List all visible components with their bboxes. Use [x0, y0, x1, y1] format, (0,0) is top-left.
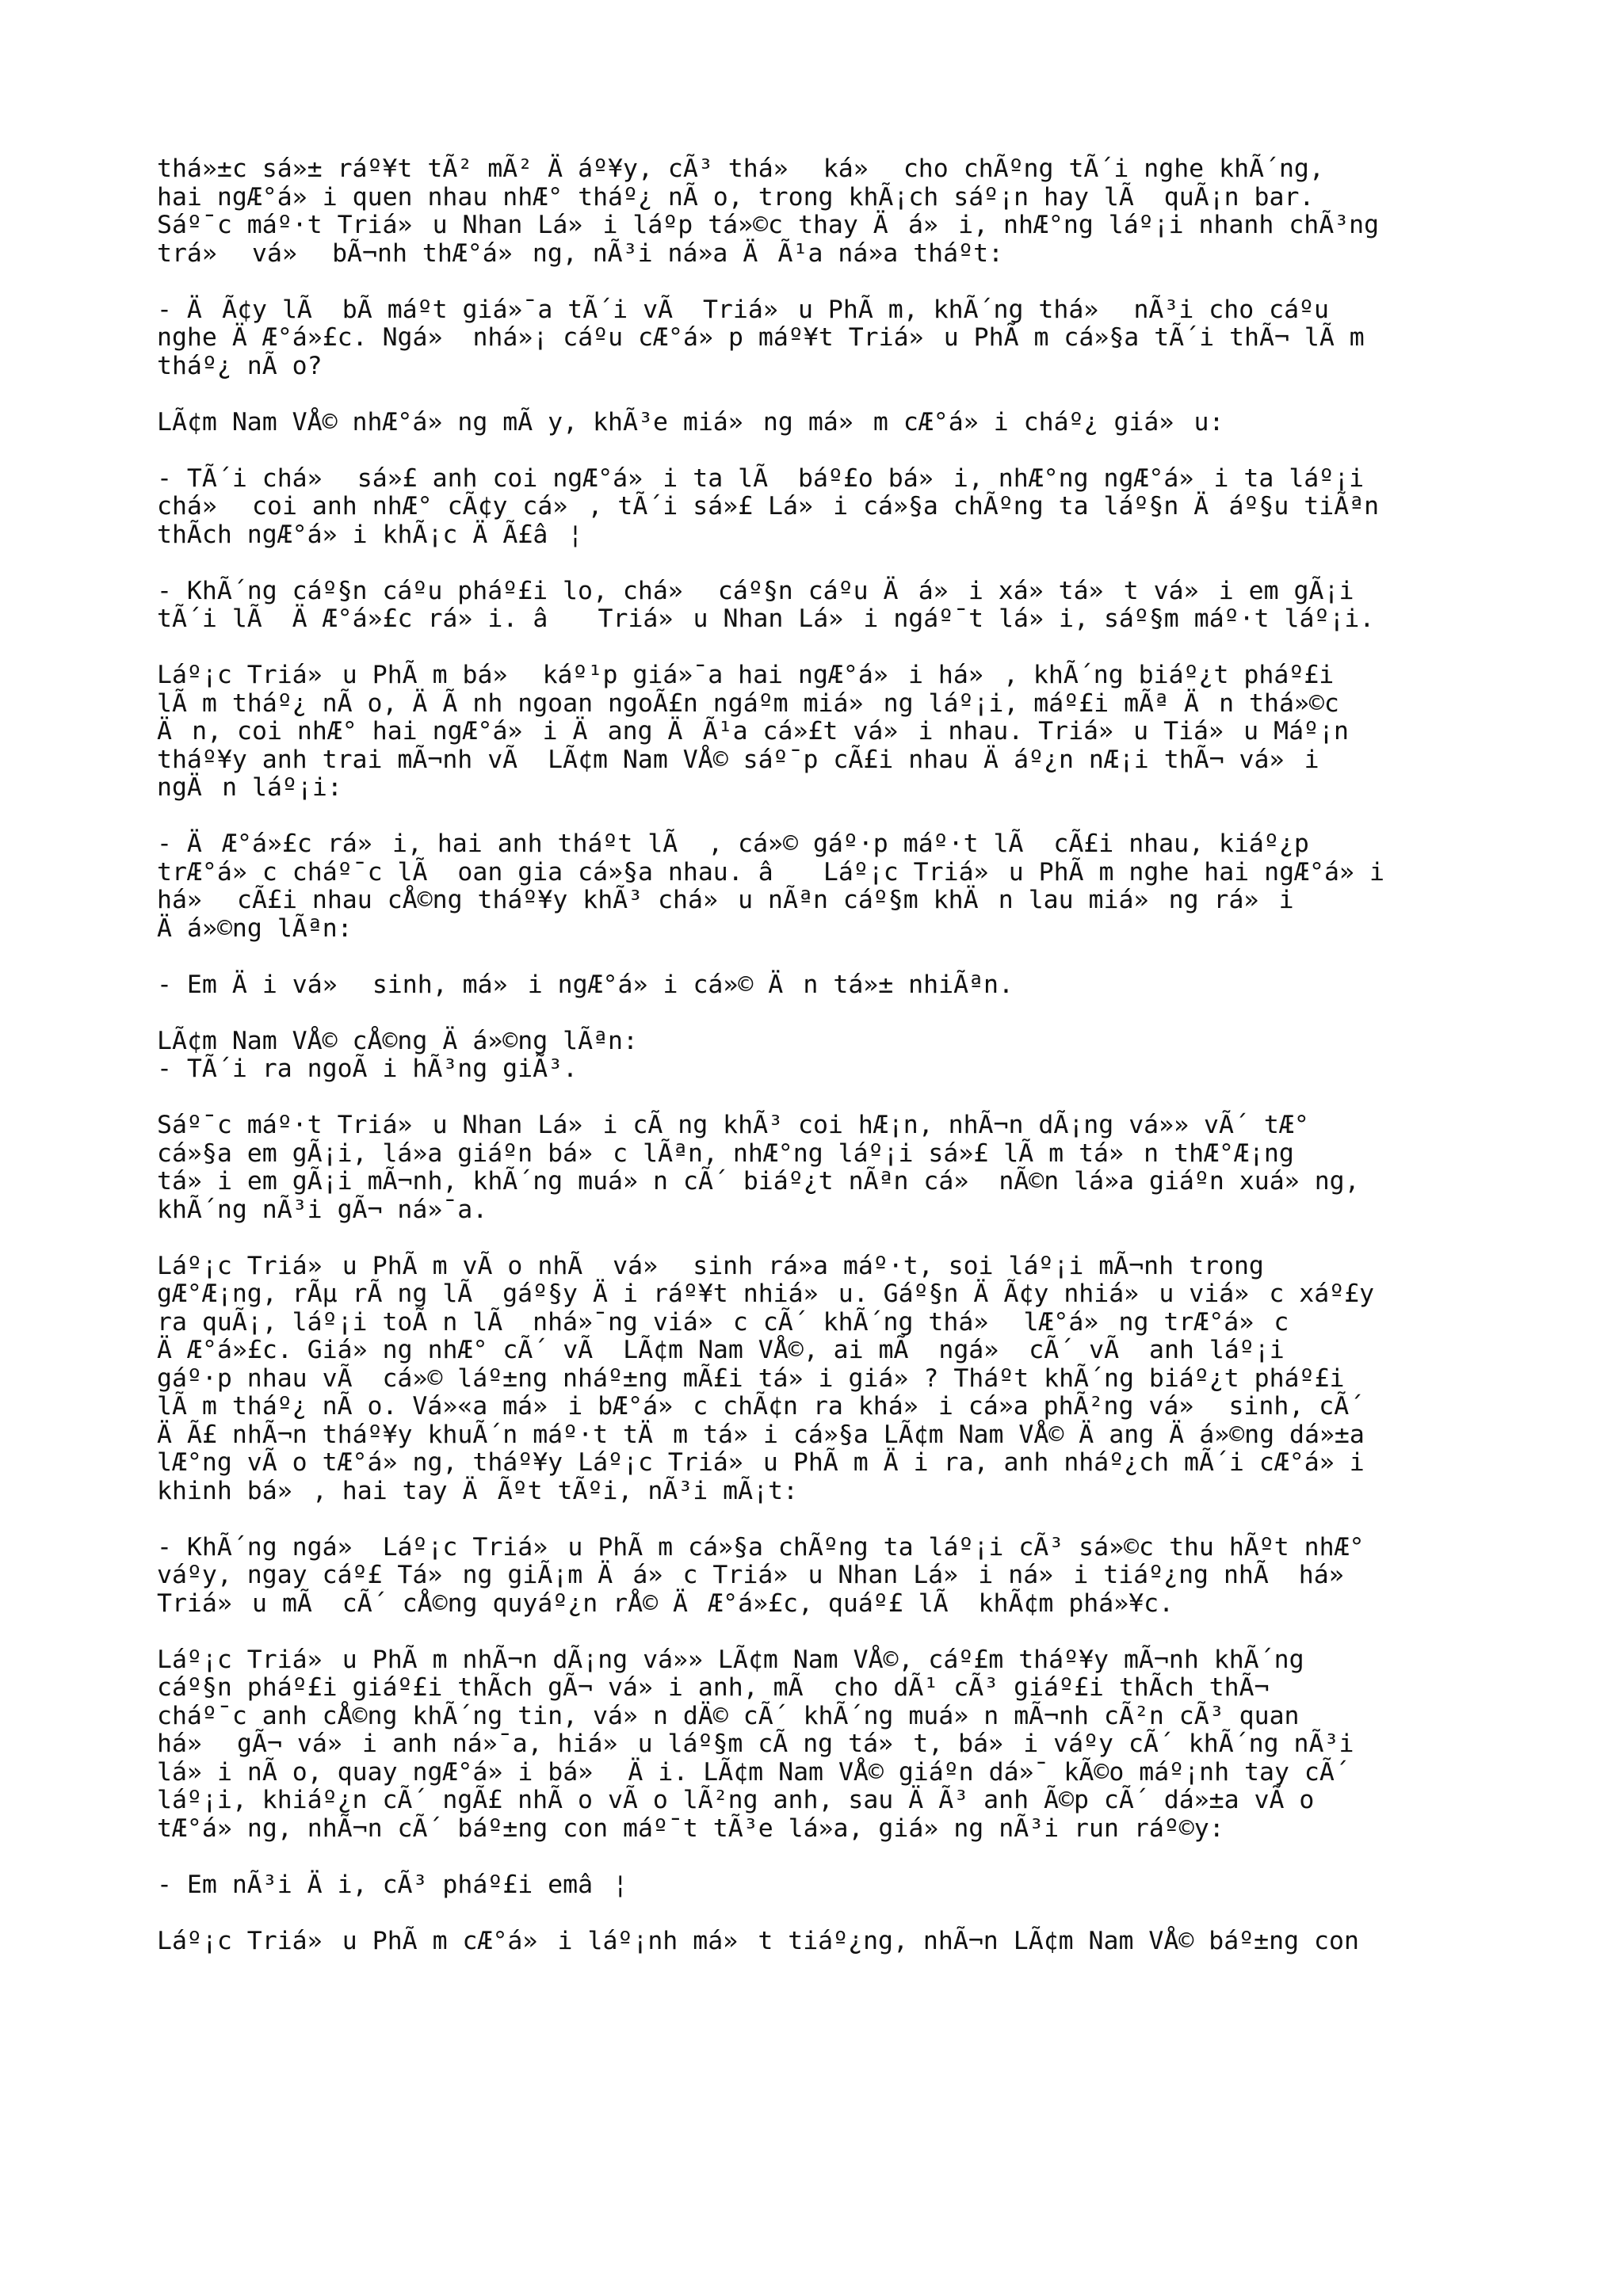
text-line: cá»§a em gÃ¡i, lá»a giáºn bá»c lÃªn, nhÆ°ng láº¡i sá»£ lÃ m tá»n thÆ°Æ¡ng: [157, 1138, 1294, 1168]
text-line: ngÄn láº¡i:: [157, 773, 342, 802]
paragraph: [157, 1534, 1488, 1619]
paragraph: [157, 465, 1488, 550]
paragraph: [157, 830, 1488, 943]
text-line: Sáº¯c máº·t Triá»u Nhan Lá»i láºp tá»©c thay Äá»i, nhÆ°ng láº¡i nhanh chÃ³ng: [157, 211, 1380, 239]
text-line: LÃ¢m Nam VÅ© nhÆ°á»ng mÃ y, khÃ³e miá»ng má»m cÆ°á»i cháº¿ giá» u:: [157, 407, 1224, 437]
text-line: ra quÃ¡, láº¡i toÃ n lÃ nhá»¯ng viá»c cÃ´ khÃ´ng thá» lÆ°á»ng trÆ°á»c: [157, 1307, 1289, 1337]
document-page: [157, 155, 1488, 1984]
text-line: tá»i em gÃ¡i mÃ¬nh, khÃ´ng muá»n cÃ´ biáº¿t nÃªn cá» nÃ©n lá»a giáºn xuá»ng,: [157, 1167, 1360, 1196]
text-line: ÄÆ°á»£c. Giá»ng nhÆ° cÃ´ vÃ LÃ¢m Nam VÅ©, ai mÃ ngá» cÃ´ vÃ anh láº¡i: [157, 1336, 1285, 1364]
paragraph: [157, 1112, 1488, 1224]
paragraph: [157, 409, 1488, 437]
text-line: Láº¡c Triá»u PhÃ m cÆ°á»i láº¡nh má»t tiáº¿ng, nhÃ¬n LÃ¢m Nam VÅ© báº±ng con: [157, 1926, 1359, 1955]
text-line: - TÃ´i chá» sá»£ anh coi ngÆ°á»i ta lÃ báº£o bá»i, nhÆ°ng ngÆ°á»i ta láº¡i: [157, 463, 1365, 493]
text-line: Äá»©ng lÃªn:: [157, 913, 353, 943]
text-line: thá»±c sá»± ráº¥t tÃ² mÃ² Äáº¥y, cÃ³ thá» ká» cho chÃºng tÃ´i nghe khÃ´ng,: [157, 154, 1324, 183]
text-line: lá»i nÃ o, quay ngÆ°á»i bá» Äi. LÃ¢m Nam VÅ© giáºn dá»¯ kÃ©o máº¡nh tay cÃ´: [157, 1757, 1350, 1787]
paragraph: [157, 1928, 1488, 1956]
paragraph: [157, 1028, 1488, 1056]
text-line: - ÄÆ°á»£c rá»i, hai anh tháºt lÃ , cá»© gáº·p máº·t lÃ cÃ£i nhau, kiáº¿p: [157, 830, 1309, 858]
paragraph: [157, 1253, 1488, 1506]
text-line: - Em nÃ³i Äi, cÃ³ pháº£i emâ¦: [157, 1870, 628, 1899]
paragraph: [157, 1646, 1488, 1844]
text-line: - KhÃ´ng ngá» Láº¡c Triá»u PhÃ m cá»§a chÃºng ta láº¡i cÃ³ sá»©c thu hÃºt nhÆ°: [157, 1532, 1365, 1562]
text-line: - ÄÃ¢y lÃ bÃ máºt giá»¯a tÃ´i vÃ Triá»u PhÃ m, khÃ´ng thá» nÃ³i cho cáºu: [157, 295, 1329, 324]
text-line: Láº¡c Triá»u PhÃ m nhÃ¬n dÃ¡ng vá»» LÃ¢m Nam VÅ©, cáº£m tháº¥y mÃ¬nh khÃ´ng: [157, 1645, 1304, 1674]
paragraph: [157, 1055, 1488, 1084]
paragraph: [157, 662, 1488, 803]
text-line: gÆ°Æ¡ng, rÃµ rÃ ng lÃ gáº§y Äi ráº¥t nhiá»u. Gáº§n ÄÃ¢y nhiá»u viá»c xáº£y: [157, 1280, 1375, 1308]
text-line: - Em Äi vá» sinh, má»i ngÆ°á»i cá»© Än tá»± nhiÃªn.: [157, 970, 1014, 999]
text-line: há» cÃ£i nhau cÅ©ng tháº¥y khÃ³ chá»u nÃªn cáº§m khÄn lau miá»ng rá»i: [157, 886, 1294, 914]
text-line: lÃ m tháº¿ nÃ o. Vá»«a má»i bÆ°á»c chÃ¢n ra khá»i cá»a phÃ²ng vá» sinh, cÃ´: [157, 1392, 1365, 1421]
text-line: tÃ´i lÃ ÄÆ°á»£c rá»i. â Triá»u Nhan Lá»i ngáº¯t lá»i, sáº§m máº·t láº¡i.: [157, 605, 1375, 633]
text-line: ÄÃ£ nhÃ¬n tháº¥y khuÃ´n máº·t tÄm tá»i cá»§a LÃ¢m Nam VÅ© Äang Äá»©ng dá»±a: [157, 1420, 1365, 1449]
text-line: há» gÃ¬ vá»i anh ná»¯a, hiá»u láº§m cÃ ng tá»t, bá»i váºy cÃ´ khÃ´ng nÃ³i: [157, 1730, 1354, 1758]
paragraph: [157, 578, 1488, 634]
text-line: Láº¡c Triá»u PhÃ m bá» káº¹p giá»¯a hai ngÆ°á»i há», khÃ´ng biáº¿t pháº£i: [157, 661, 1335, 689]
text-line: hai ngÆ°á»i quen nhau nhÆ° tháº¿ nÃ o, trong khÃ¡ch sáº¡n hay lÃ quÃ¡n bar.: [157, 182, 1315, 212]
text-line: tÆ°á»ng, nhÃ¬n cÃ´ báº±ng con máº¯t tÃ³e lá»a, giá»ng nÃ³i run ráº©y:: [157, 1814, 1224, 1843]
text-line: váºy, ngay cáº£ Tá»ng giÃ¡m Äá»c Triá»u Nhan Lá»i ná»i tiáº¿ng nhÃ há»: [157, 1561, 1364, 1589]
text-line: lÃ m tháº¿ nÃ o, ÄÃ nh ngoan ngoÃ£n ngáºm miá»ng láº¡i, máº£i mÃª Än thá»©c: [157, 688, 1339, 718]
paragraph: [157, 296, 1488, 381]
text-line: trá» vá» bÃ¬nh thÆ°á»ng, nÃ³i ná»a ÄÃ¹a ná»a tháºt:: [157, 238, 1003, 268]
text-line: Triá»u mÃ cÃ´ cÅ©ng quyáº¿n rÅ© ÄÆ°á»£c, quáº£ lÃ khÃ¢m phá»¥c.: [157, 1589, 1174, 1618]
paragraph: [157, 1871, 1488, 1900]
text-line: Láº¡c Triá»u PhÃ m vÃ o nhÃ vá» sinh rá»a máº·t, soi láº¡i mÃ¬nh trong: [157, 1251, 1264, 1280]
text-line: cáº§n pháº£i giáº£i thÃch gÃ¬ vá»i anh, mÃ cho dÃ¹ cÃ³ giáº£i thÃch thÃ¬: [157, 1673, 1270, 1702]
text-line: gáº·p nhau vÃ cá»© láº±ng nháº±ng mÃ£i tá»i giá»? Tháºt khÃ´ng biáº¿t pháº£i: [157, 1363, 1345, 1393]
text-line: cháº¯c anh cÅ©ng khÃ´ng tin, vá»n dÄ© cÃ´ khÃ´ng muá»n mÃ¬nh cÃ²n cÃ³ quan: [157, 1701, 1300, 1730]
text-line: tháº¥y anh trai mÃ¬nh vÃ LÃ¢m Nam VÅ© sáº¯p cÃ£i nhau Äáº¿n nÆ¡i thÃ¬ vá»i: [157, 745, 1319, 774]
text-line: - TÃ´i ra ngoÃ i hÃ³ng giÃ³.: [157, 1055, 579, 1083]
text-line: thÃch ngÆ°á»i khÃ¡c ÄÃ£â¦: [157, 520, 583, 549]
text-line: khinh bá», hai tay ÄÃºt tÃºi, nÃ³i mÃ¡t:: [157, 1476, 798, 1505]
text-line: chá» coi anh nhÆ° cÃ¢y cá», tÃ´i sá»£ Lá»i cá»§a chÃºng ta láº§n Äáº§u tiÃªn: [157, 492, 1380, 521]
text-line: lÆ°ng vÃ o tÆ°á»ng, tháº¥y Láº¡c Triá»u PhÃ m Äi ra, anh nháº¿ch mÃ´i cÆ°á»i: [157, 1448, 1365, 1477]
text-line: nghe ÄÆ°á»£c. Ngá» nhá»¡ cáºu cÆ°á»p máº¥t Triá»u PhÃ m cá»§a tÃ´i thÃ¬ lÃ m: [157, 323, 1365, 352]
text-line: trÆ°á»c cháº¯c lÃ oan gia cá»§a nhau. â Láº¡c Triá»u PhÃ m nghe hai ngÆ°á»i: [157, 857, 1384, 887]
text-line: Sáº¯c máº·t Triá»u Nhan Lá»i cÃ ng khÃ³ coi hÆ¡n, nhÃ¬n dÃ¡ng vá»» vÃ´ tÆ°: [157, 1111, 1309, 1139]
text-line: Än, coi nhÆ° hai ngÆ°á»i Äang ÄÃ¹a cá»£t vá»i nhau. Triá»u Tiá»u Máº¡n: [157, 717, 1349, 746]
paragraph: [157, 971, 1488, 1000]
text-line: láº¡i, khiáº¿n cÃ´ ngÃ£ nhÃ o vÃ o lÃ²ng anh, sau ÄÃ³ anh Ã©p cÃ´ dá»±a vÃ o: [157, 1786, 1315, 1814]
paragraph: [157, 155, 1488, 268]
text-line: - KhÃ´ng cáº§n cáºu pháº£i lo, chá» cáº§n cáºu Äá»i xá» tá»t vá»i em gÃ¡i: [157, 576, 1354, 605]
text-line: khÃ´ng nÃ³i gÃ¬ ná»¯a.: [157, 1195, 488, 1224]
text-line: tháº¿ nÃ o?: [157, 351, 323, 380]
text-line: LÃ¢m Nam VÅ© cÅ©ng Äá»©ng lÃªn:: [157, 1026, 638, 1055]
